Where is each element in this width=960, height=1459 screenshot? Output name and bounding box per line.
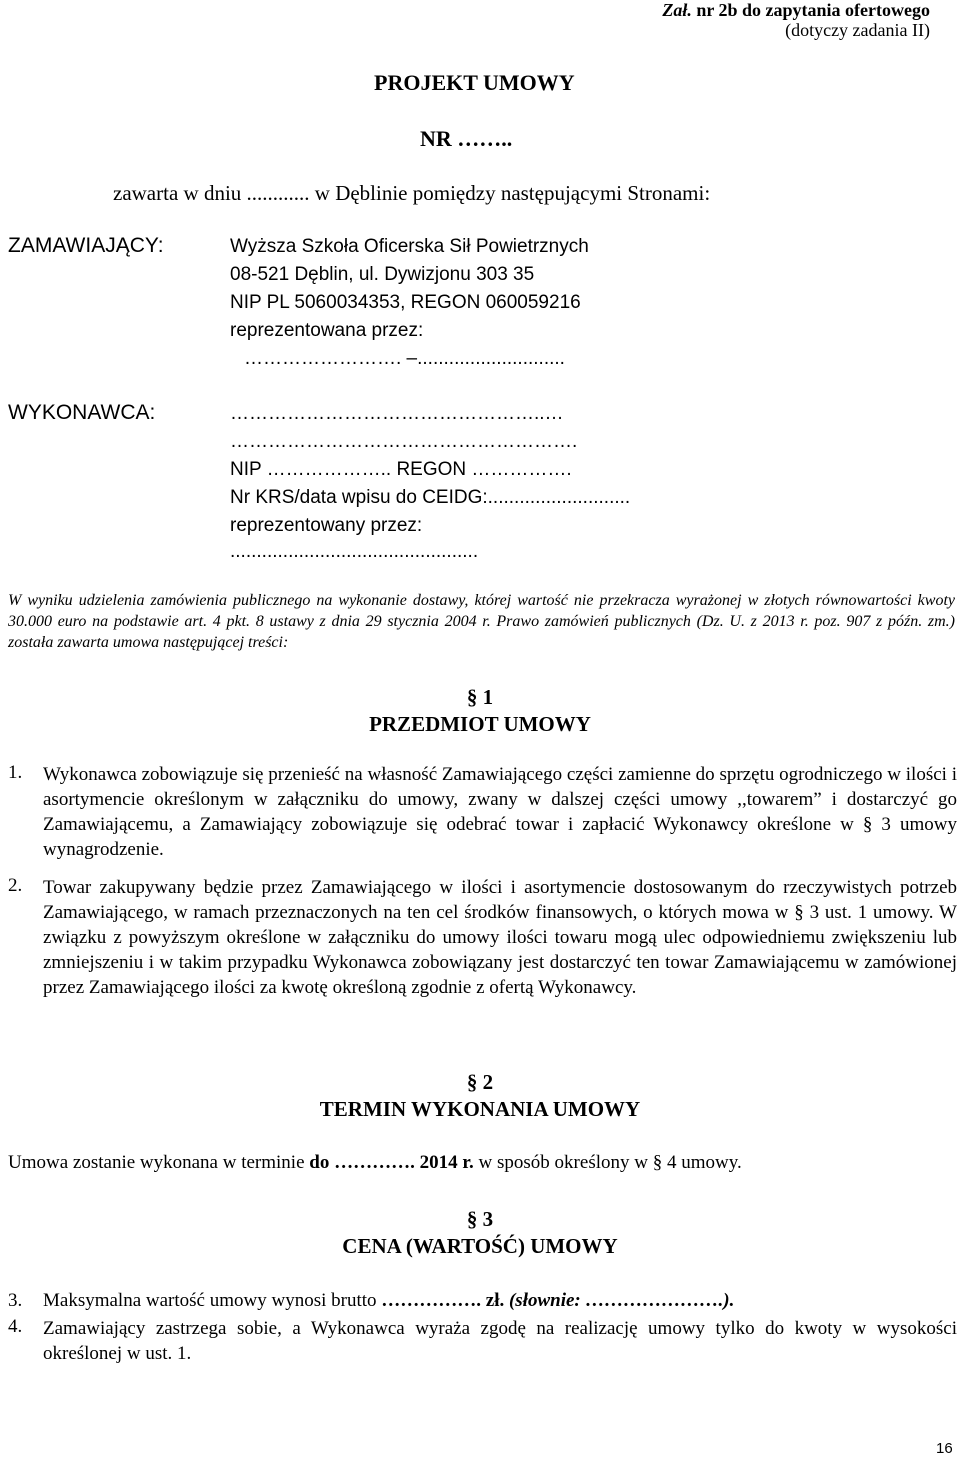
clause-text [43, 1290, 734, 1312]
wykonawca-line: Nr KRS/data wpisu do CEIDG:........................... [230, 487, 631, 508]
term-text-start: Umowa zostanie wykonana w terminie [8, 1152, 305, 1173]
contract-preamble: W wyniku udzielenia zamówienia publicznego na wykonanie dostawy, której wartość nie przekracza wyrażonej w złotych równowartości kwoty 30.000 euro na podstawie art. 4 pkt. 8 ustawy z dnia 29 stycznia 2004 r. Prawo zamówień publicznych (Dz. U. z 2013 r. poz. 907 z późn. zm.) została zawarta umowa następującej treści: [8, 592, 955, 651]
contract-intro: zawarta w dniu ............ w Dęblinie pomiędzy następującymi Stronami: [113, 181, 711, 205]
zamawiajacy-label: ZAMAWIAJĄCY: [8, 234, 164, 257]
section-2-number: § 2 [466, 1070, 494, 1094]
section-3-title: CENA (WARTOŚĆ) UMOWY [342, 1234, 618, 1258]
zamawiajacy-line: ……………………. –............................ [244, 348, 565, 369]
page-number: 16 [936, 1440, 953, 1457]
clause-number: 4. [8, 1316, 23, 1337]
zamawiajacy-line: NIP PL 5060034353, REGON 060059216 [230, 292, 581, 313]
section-1-title: PRZEDMIOT UMOWY [369, 712, 591, 736]
wykonawca-line: …………………………………………..… [230, 403, 564, 424]
section-3-number: § 3 [466, 1207, 494, 1231]
max-value-words: (słownie: ………………….). [508, 1290, 735, 1311]
zamawiajacy-line: Wyższa Szkoła Oficerska Sił Powietrznych [230, 236, 589, 257]
wykonawca-line: NIP ……………….. REGON ……………. [230, 459, 572, 480]
section-1-number: § 1 [466, 685, 494, 709]
term-text-end: w sposób określony w § 4 umowy. [478, 1152, 742, 1173]
section-2-title: TERMIN WYKONANIA UMOWY [319, 1097, 641, 1121]
zamawiajacy-line: reprezentowana przez: [230, 320, 424, 341]
attachment-ref: nr 2b do zapytania ofertowego [696, 0, 930, 20]
attachment-header-line2: (dotyczy zadania II) [785, 20, 930, 40]
clause-number: 1. [8, 762, 23, 783]
wykonawca-line: ............................................... [230, 541, 479, 562]
clause-text: Zamawiający zastrzega sobie, a Wykonawca wyraża zgodę na realizację umowy tylko do kwoty w wysokości określonej w ust. 1. [43, 1318, 957, 1364]
attachment-header-line1 [662, 0, 930, 21]
attachment-label: Zał. [662, 0, 692, 20]
document-title: PROJEKT UMOWY [374, 70, 575, 95]
contract-number: NR …….. [420, 126, 513, 151]
wykonawca-label: WYKONAWCA: [8, 401, 156, 424]
clause-number: 2. [8, 875, 23, 896]
wykonawca-line: ………………………………………………. [230, 431, 578, 452]
clause-number: 3. [8, 1290, 23, 1311]
section-2-text [8, 1152, 742, 1174]
max-value-text: Maksymalna wartość umowy wynosi brutto [43, 1290, 377, 1311]
term-deadline: do …………. 2014 r. [309, 1152, 474, 1173]
clause-text: Towar zakupywany będzie przez Zamawiającego w ilości i asortymencie dostosowanym do rzeczywistych potrzeb Zamawiającego, w ramach przeznaczonych na ten cel środków finansowych, o których mowa w § 3 ust. 1 umowy. W związku z powyższym określone w załączniku do umowy ilości towaru mogą ulec odpowiedniemu zwiększeniu lub zmniejszeniu i w takim przypadku Wykonawca zobowiązany jest dostarczyć ten towar Zamawiającemu w zamówionej przez Zamawiającego ilości za kwotę określoną zgodnie z ofertą Wykonawcy. [43, 877, 957, 998]
wykonawca-line: reprezentowany przez: [230, 515, 423, 536]
max-value-amount: ……………. zł. [381, 1290, 505, 1311]
clause-text: Wykonawca zobowiązuje się przenieść na własność Zamawiającego części zamienne do sprzętu ogrodniczego w ilości i asortymencie określonym w załączniku do umowy, zwany w dalszej części umowy ,,towarem” i dostarczyć go Zamawiającemu, a Zamawiający zobowiązuje się odebrać towar i zapłacić Wykonawcy określone w § 3 umowy wynagrodzenie. [43, 764, 957, 860]
zamawiajacy-line: 08-521 Dęblin, ul. Dywizjonu 303 35 [230, 264, 535, 285]
